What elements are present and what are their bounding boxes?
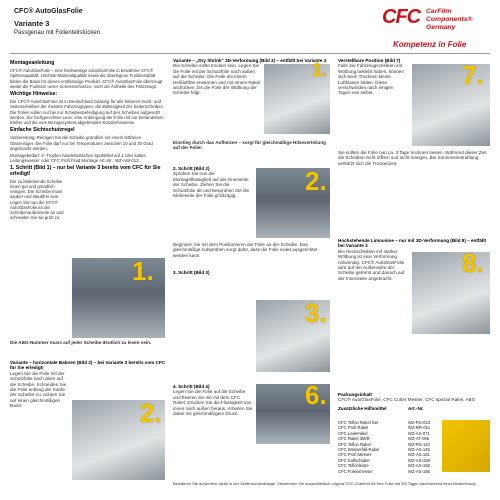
table-row: CFC Profi Messer WZ-AS-161 bbox=[338, 452, 430, 458]
table-row: CFC Lederrakel WZ-AS-071 bbox=[338, 430, 430, 436]
step-number-2: 2. bbox=[140, 398, 162, 428]
step2-block bbox=[173, 166, 253, 198]
step-number-a: 1. bbox=[312, 60, 328, 80]
table-row: CFC Kalfschaber WZ-AS-158 bbox=[338, 457, 430, 463]
col2-top-title: Variante – „Dry Shrink“ 3D-Verformung (Bild 3) – entfällt bei Variante 3 bbox=[173, 58, 327, 63]
accessories-table bbox=[338, 420, 438, 474]
step4-text: Legen Sie die Folie auf die Scheibe und fixieren Sie sie mit dem CFC Rakel. Drücken Sie die Flüssigkeit von innen nach außen heraus. Arbeiten Sie dabei mit gleichmäßigem Druck. bbox=[173, 389, 253, 417]
heck-title: Hochstehende Limousine – nur mit 3D-Verformung (Bild 8) – entfällt bei Variante 3 bbox=[338, 238, 487, 249]
header-divider bbox=[10, 53, 490, 54]
step2-text: Sprühen Sie nun die Montageflüssigkeit auf die Innenseite der Scheibe. Ziehen Sie die Schutzfolie ab und besprühen Sie die Klebeseite der Folie großzügig. bbox=[173, 171, 250, 199]
step4-title: 4. Schritt (Bild 4) bbox=[173, 384, 210, 389]
step-number-3: 3. bbox=[305, 298, 327, 328]
step3-title: 3. Schritt (Bild 3) bbox=[173, 270, 210, 275]
tagline: Kompetenz in Folie bbox=[393, 40, 467, 49]
prep-title: Einfache Sichtschutzregel bbox=[10, 127, 75, 134]
col3-top-title: Verstellbare Position (Bild 7) bbox=[338, 58, 401, 63]
step-number-4: 6. bbox=[305, 380, 327, 410]
bottom-text: Legen Sie die Folie mit der Schutzfolie nach oben auf die Scheibe. Schneiden Sie die Folie entlang der Kante der Scheibe zu. Achten Sie auf einen gleichmäßigen Rand. bbox=[10, 370, 67, 409]
table-row: CFC Rakel 3M/D WZ-AT-006 bbox=[338, 436, 430, 442]
variant-title: Variante 3 bbox=[14, 19, 50, 28]
brand-title: CFC® AutoGlasFolie bbox=[14, 8, 83, 15]
step-number-2b: 2. bbox=[305, 166, 327, 196]
step-number-8: 8. bbox=[462, 248, 484, 278]
table-row: CFC Teflon Rakel Set WZ-RS-013 bbox=[338, 420, 431, 425]
col2-top-text: Die Scheibe sollte trocken sein. Legen Sie die Folie mit der Schutzfolie nach außen auf die Scheibe. Die Folie mit einem Heißluftfön erwärmen und mit einem Rakel andrücken, bis die Folie der Wölbung der Scheibe folgt. bbox=[173, 63, 261, 96]
col2-note: Einstieg durch das Aufheizen – sorgt für gleichmäßige Hitzeverteilung auf der Folie! bbox=[173, 140, 326, 151]
cfc-logo bbox=[382, 4, 492, 44]
pack-text: CFC® AutoGlasFolie, CFC Cutter Messer, CFC spezial Rakel, ABG bbox=[338, 397, 476, 403]
col3-mid-text: Sie sollten die Folie nun ca. 3 Tage trocknen lassen. Während dieser Zeit die Scheiben nicht öffnen und nicht reinigen. Bei Sonneneinstrahlung verkürzt sich die Trockenzeit. bbox=[338, 150, 487, 166]
table-row: CFC Folienmesser WZ-AS-155 bbox=[338, 468, 430, 474]
accessories-header bbox=[338, 406, 490, 411]
tools-text: Montagebedarf: 2- Tropfen handelsübliches Spülmittel auf 1 Liter kaltes Leitungswasser oder CFC Profi Fluid Montage Art.-Nr.: WZ-AW-013. bbox=[10, 153, 146, 164]
acc-col: Art.-Nr. bbox=[408, 405, 424, 411]
prep-text: Vorbereitung: Reinigen Sie die Scheibe gründlich mit einem fettfreien Glasreiniger. Die Folie darf nur bei Temperaturen zwischen 10 und 30 Grad angebracht werden. bbox=[10, 135, 153, 151]
footer-text: Bewahren Sie außerdem diese in der Seitenschutzanlage. Verwenden Sie ausschließlich original CFC-Zubehör für Ihre Folie mit 3/5 Tagen nachwirkend einer Bestimmung. bbox=[173, 481, 477, 486]
step1-title: 1. Schritt (Bild 1) – nur bei Variante 3 bereits vom CFC für Sie erledigt! bbox=[10, 165, 161, 177]
col3-top-text: Falls Sie Fahrzeugscheiben mit Wölbung beklebt haben, können sich beim Trocknen kleine Luftblasen bilden. Diese verschwinden nach einigen Tagen von selbst. bbox=[338, 63, 404, 96]
hint-title: Wichtige Hinweise: bbox=[10, 91, 58, 98]
column-left bbox=[10, 58, 165, 222]
logo-cfc: CFC bbox=[382, 6, 421, 28]
step1-text: Die zu beklebende Scheibe innen gut und gründlich reinigen. Die Scheibe muss sauber und staubfrei sein. Legen Sie nun die CFC® AutoGlasFolie an die Scheibenaußenseite an und schneiden Sie sie grob zu. bbox=[10, 178, 64, 221]
table-row: CFC Wasserfall-Rakel WZ-AS-145 bbox=[338, 447, 430, 453]
step3-block bbox=[173, 270, 253, 275]
step3-text: Beginnen Sie mit dem Positionieren der Folie an der Scheibe. Das gleichmäßige Aufsprühen sorgt dafür, dass die Folie exakt ausgerichtet werden kann. bbox=[173, 242, 318, 258]
mid-text-block bbox=[173, 242, 330, 258]
step2-title: 2. Schritt (Bild 2) bbox=[173, 166, 210, 171]
step4-block bbox=[173, 384, 253, 416]
logo-text: CarFilm Components® Germany bbox=[426, 8, 473, 31]
hint-text: Die CFC® AutoGlasFolie ist in Deutschland zulässig für alle hinteren Heck- und Seitenscheiben der meisten Fahrzeugtypen, die Zulässigkeit der Seitenscheiben. Die Folien sollen nur bei zur Scheibenbefestigung auf den Scheiben aufgesetzt werden. Zur fachgerechten Lese, eine Anbringung der Folie mit nur behandeltem Kleber und die vom Bezugssystem abgebenden Kundenhinweise. bbox=[10, 99, 165, 126]
step-number-1: 1. bbox=[132, 256, 154, 286]
step-number-7: 7. bbox=[462, 60, 484, 90]
table-row: CFC Teflon Rakel WZ-RS-110 bbox=[338, 441, 430, 447]
product-tools-photo bbox=[442, 420, 490, 472]
pic-caption: Die ABG-Nummer muss auf jeder Scheibe deutlich zu lesen sein. bbox=[10, 340, 152, 345]
subtitle: Passgenau mit Folienteilstücken bbox=[14, 30, 101, 36]
page-header bbox=[0, 0, 500, 60]
intro-text: CFC® AutoGlasFolie – eine hochwertige AutoGlasFolie in bewährter CFC® Spitzenqualität. Höchste Materialqualität sowie die überlegene Funktionalität bilden die Basis für dieses erstklassige Produkt. CFC® AutoGlasFolie überzeugt weder die Funktion unser Sonnenschutzes, noch die Ästhetik des Fahrzeugs. bbox=[10, 68, 163, 89]
pack-title: Packungsinhalt bbox=[338, 392, 372, 397]
bottom-title: Variante – horizontale Bahnen (Bild 2) – bei Variante 3 bereits vom CFC für Sie erledigt! bbox=[10, 360, 165, 371]
heck-text: Bei Heckscheiben mit starker Wölbung ist eine Verformung notwendig. CFC® AutoGlasFolie wird auf der Außenseite der Scheibe geformt und danach auf der Innenseite angebracht. bbox=[338, 248, 405, 281]
acc-title: Zusätzliche Hilfsmittel bbox=[338, 405, 387, 411]
table-row: CFC Profi Rakel WZ-RR-011 bbox=[338, 425, 431, 431]
pack-block bbox=[338, 392, 490, 411]
table-row: CFC Teflonleiste WZ-AS-150 bbox=[338, 463, 430, 469]
section-title: Montageanleitung bbox=[10, 60, 55, 66]
